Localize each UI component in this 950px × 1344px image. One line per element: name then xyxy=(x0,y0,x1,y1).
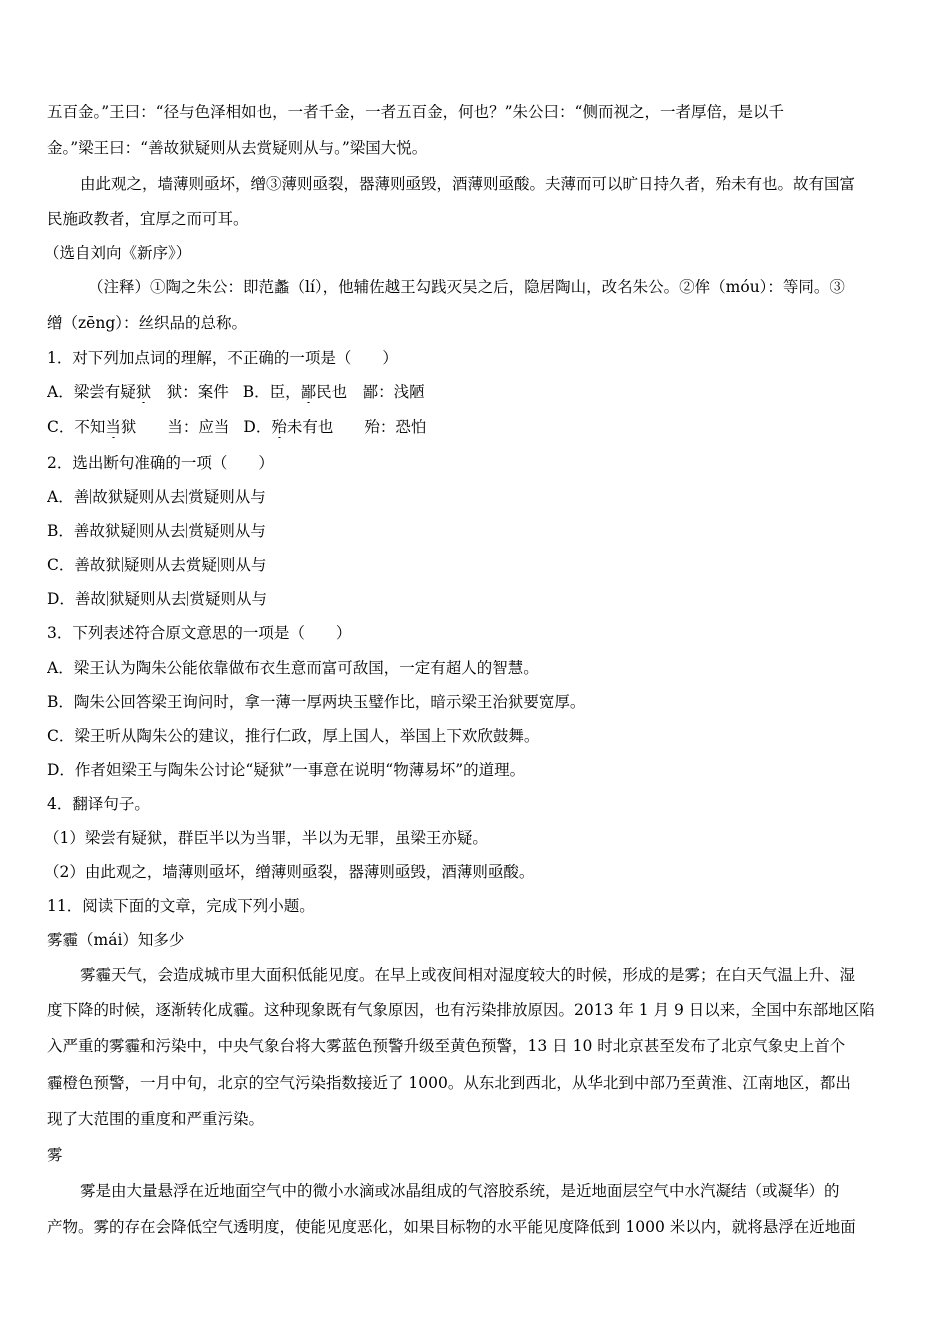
segment: 疑则从去赏疑 xyxy=(123,556,217,574)
option-b-gloss: 民也 鄙：浅陋 xyxy=(316,383,425,401)
break-mark xyxy=(122,557,123,572)
question-2-option-d xyxy=(47,588,907,610)
question-4-sentence-1: （1）梁尝有疑狱，群臣半以为当罪，半以为无罪，虽梁王亦疑。 xyxy=(44,829,488,847)
segment: D．善故 xyxy=(47,590,106,608)
segment: B．善故狱疑 xyxy=(47,522,136,540)
question-2-option-a xyxy=(47,486,907,508)
segment: C．善故狱 xyxy=(47,556,121,574)
break-mark xyxy=(107,591,108,606)
option-d-gloss: 未有也 殆：恐怕 xyxy=(286,418,427,436)
option-d-text: D． xyxy=(243,418,272,436)
question-2-stem: 2．选出断句准确的一项（ ） xyxy=(47,454,274,472)
break-mark xyxy=(218,557,219,572)
article-line: 雾是由大量悬浮在近地面空气中的微小水滴或冰晶组成的气溶胶系统，是近地面层空气中水汽凝结（或凝华）的 xyxy=(80,1182,840,1200)
segment: 赏疑则从与 xyxy=(188,488,266,506)
article-line: 雾霾天气，会造成城市里大面积低能见度。在早上或夜间相对湿度较大的时候，形成的是雾；在白天气温上升、湿 xyxy=(80,966,856,984)
dotted-word: 鄙 xyxy=(300,383,317,401)
question-3-option-b: B．陶朱公回答梁王询问时，拿一薄一厚两块玉璧作比，暗示梁王治狱要宽厚。 xyxy=(47,693,586,711)
passage-line: 民施政教者，宜厚之而可耳。 xyxy=(47,210,249,228)
article-line: 霾橙色预警，一月中旬，北京的空气污染指数接近了 1000。从东北到西北，从华北到中部乃至黄淮、江南地区，都出 xyxy=(47,1074,851,1092)
article-line: 入严重的雾霾和污染中，中央气象台将大雾蓝色预警升级至黄色预警，13 日 10 时北京甚至发布了北京气象史上首个 xyxy=(47,1037,846,1055)
dotted-word: 殆 xyxy=(271,418,287,436)
article-line: 现了大范围的重度和严重污染。 xyxy=(47,1110,265,1128)
option-b-text: B．臣， xyxy=(242,383,301,401)
article-title: 雾霾（mái）知多少 xyxy=(47,931,185,949)
segment: 赏疑则从与 xyxy=(188,522,266,540)
option-a-gloss: 狱：案件 xyxy=(151,383,229,401)
segment: 故狱疑则从去 xyxy=(92,488,186,506)
question-1-options-cd xyxy=(47,416,907,438)
question-3-option-d: D．作者妲梁王与陶朱公讨论“疑狱”一事意在说明“物薄易坏”的道理。 xyxy=(47,761,526,779)
question-11-stem: 11．阅读下面的文章，完成下列小题。 xyxy=(47,897,315,915)
passage-line: 五百金。”王曰：“径与色泽相如也，一者千金，一者五百金，何也？”朱公曰：“侧而视之，一者厚倍，是以千 xyxy=(47,103,784,121)
question-3-option-c: C．梁王听从陶朱公的建议，推行仁政，厚上国人，举国上下欢欣鼓舞。 xyxy=(47,727,540,745)
annotation-line: （注释）①陶之朱公：即范蠡（lí），他辅佐越王勾践灭吴之后，隐居陶山，改名朱公。②侔（móu）：等同。③ xyxy=(88,278,845,296)
segment: 则从与 xyxy=(219,556,267,574)
segment: 则从去 xyxy=(138,522,186,540)
question-2-option-c xyxy=(47,554,907,576)
question-4-sentence-2: （2）由此观之，墙薄则亟坏，缯薄则亟裂，器薄则亟毁，酒薄则亟酸。 xyxy=(44,863,535,881)
annotation-line: 缯（zēng）：丝织品的总称。 xyxy=(47,314,247,332)
article-line: 产物。雾的存在会降低空气透明度，使能见度恶化，如果目标物的水平能见度降低到 1000 米以内，就将悬浮在近地面 xyxy=(47,1218,856,1236)
question-1-stem: 1．对下列加点词的理解，不正确的一项是（ ） xyxy=(47,349,398,367)
option-c-gloss: 狱 当：应当 xyxy=(120,418,230,436)
question-2-option-b xyxy=(47,520,907,542)
dotted-word: 狱 xyxy=(135,383,152,401)
segment: A．善 xyxy=(47,488,90,506)
option-a-text: A．梁尝有疑 xyxy=(47,383,136,401)
passage-line: 金。”梁王曰：“善故狱疑则从去赏疑则从与。”梁国大悦。 xyxy=(47,139,428,157)
option-c-text: C．不知 xyxy=(47,418,106,436)
break-mark xyxy=(137,523,138,538)
source-citation: （选自刘向《新序》） xyxy=(44,244,192,262)
section-heading: 雾 xyxy=(47,1146,63,1164)
segment: 赏疑则从与 xyxy=(189,590,267,608)
passage-line: 由此观之，墙薄则亟坏，缯③薄则亟裂，器薄则亟毁，酒薄则亟酸。夫薄而可以旷日持久者，殆未有也。故有国富 xyxy=(80,175,856,193)
question-1-options-ab xyxy=(47,381,907,403)
dotted-word: 当 xyxy=(105,418,121,436)
question-3-stem: 3．下列表述符合原文意思的一项是（ ） xyxy=(47,624,352,642)
article-line: 度下降的时候，逐渐转化成霾。这种现象既有气象原因，也有污染排放原因。2013 年 1 月 9 日以来，全国中东部地区陷 xyxy=(47,1001,875,1019)
question-3-option-a: A．梁王认为陶朱公能依靠做布衣生意而富可敌国，一定有超人的智慧。 xyxy=(47,659,539,677)
segment: 狱疑则从去 xyxy=(108,590,187,608)
question-4-stem: 4．翻译句子。 xyxy=(47,795,150,813)
